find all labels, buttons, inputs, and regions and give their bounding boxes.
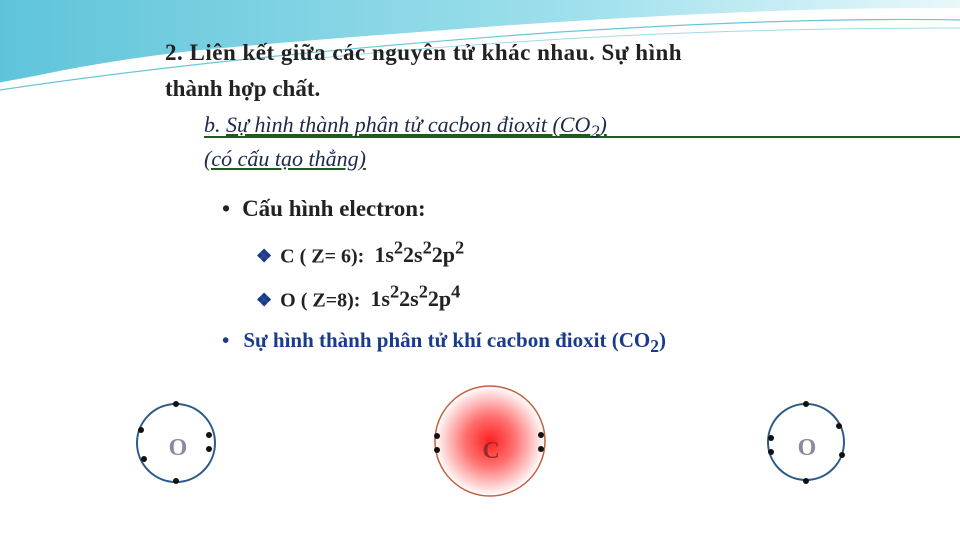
subtitle-line2-text: (có cấu tạo thẳng) xyxy=(204,146,366,171)
subtitle-line1 xyxy=(204,112,607,142)
subtitle-main: Sự hình thành phân tử cacbon đioxit (CO xyxy=(226,112,591,137)
config-row-label: O ( Z=8): xyxy=(280,289,361,312)
formation-close: ) xyxy=(658,328,666,352)
oxygen-right-label: O xyxy=(797,435,817,461)
oxygen-left-label: O xyxy=(168,435,188,461)
config-row-carbon xyxy=(256,238,464,268)
config-row-oxygen xyxy=(256,282,460,312)
config-heading-text: Cấu hình electron: xyxy=(242,196,426,221)
subtitle-close: ) xyxy=(599,112,607,137)
config-row-label: C ( Z= 6): xyxy=(280,245,365,268)
subtitle-line2 xyxy=(204,146,366,172)
subtitle-subscript: 2 xyxy=(590,121,600,142)
formation-bullet xyxy=(222,328,666,357)
carbon-label: C xyxy=(482,438,500,464)
diamond-bullet-icon: ❖ xyxy=(256,246,273,267)
config-heading xyxy=(222,196,426,222)
subtitle-prefix: b. xyxy=(204,112,226,137)
formation-text: Sự hình thành phân tử khí cacbon đioxit (CO xyxy=(243,328,651,352)
slide-title-line2: thành hợp chất. xyxy=(165,76,321,101)
config-row-value: $1s^22s^22p^4$ xyxy=(370,282,461,312)
config-row-value: $1s^22s^22p^2$ xyxy=(374,238,465,268)
bullet-dot: • xyxy=(222,328,230,352)
formation-subscript: 2 xyxy=(650,336,659,357)
slide-title-line1: 2. Liên kết giữa các nguyên tử khác nhau. Sự hình xyxy=(165,40,683,65)
bullet-dot: • xyxy=(222,196,231,221)
subtitle-text xyxy=(226,112,607,142)
diamond-bullet-icon: ❖ xyxy=(256,290,273,311)
